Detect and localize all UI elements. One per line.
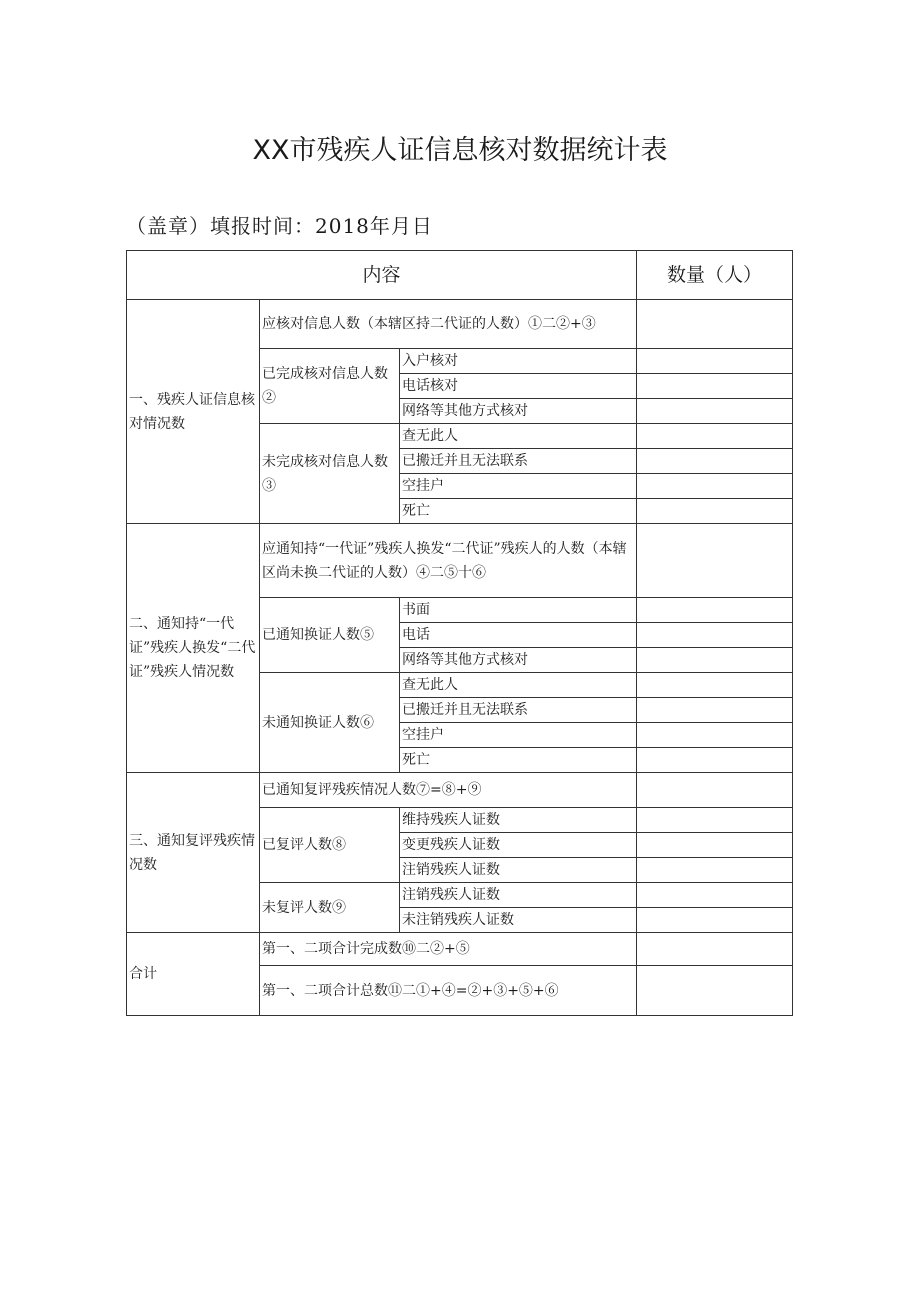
s2-undone-item: 已搬迁并且无法联系	[400, 698, 637, 723]
s2-undone-item: 死亡	[400, 748, 637, 773]
s2-undone-item-value[interactable]	[637, 673, 793, 698]
table-row	[127, 933, 793, 966]
s3-undone-label: 未复评人数⑨	[260, 883, 400, 933]
s2-done-item: 电话	[400, 623, 637, 648]
s3-undone-item: 注销残疾人证数	[400, 883, 637, 908]
total-row-1-value[interactable]	[637, 933, 793, 966]
s3-done-item-value[interactable]	[637, 858, 793, 883]
total-row-2-label: 第一、二项合计总数⑪二①+④=②+③+⑤+⑥	[260, 966, 637, 1016]
s2-done-item: 网络等其他方式核对	[400, 648, 637, 673]
s3-undone-item-value[interactable]	[637, 908, 793, 933]
s2-undone-item: 查无此人	[400, 673, 637, 698]
fill-in-date-line: （盖章）填报时间：2018年月日	[126, 214, 433, 238]
s1-done-item: 入户核对	[400, 349, 637, 374]
section-3-label: 三、通知复评残疾情况数	[127, 773, 260, 933]
section-2-label: 二、通知持“一代证”残疾人换发“二代证”残疾人情况数	[127, 524, 260, 773]
s1-undone-item: 已搬迁并且无法联系	[400, 449, 637, 474]
s1-total-label: 应核对信息人数（本辖区持二代证的人数）①二②+③	[260, 300, 637, 349]
s3-total-label: 已通知复评残疾情况人数⑦=⑧+⑨	[260, 773, 637, 808]
s1-total-value[interactable]	[637, 300, 793, 349]
s1-done-item-value[interactable]	[637, 399, 793, 424]
s2-undone-item-value[interactable]	[637, 748, 793, 773]
s1-done-label: 已完成核对信息人数②	[260, 349, 400, 424]
table-row	[127, 300, 793, 349]
s3-done-label: 已复评人数⑧	[260, 808, 400, 883]
s3-done-item: 注销残疾人证数	[400, 858, 637, 883]
s2-undone-label: 未通知换证人数⑥	[260, 673, 400, 773]
s3-done-item: 变更残疾人证数	[400, 833, 637, 858]
s2-total-value[interactable]	[637, 524, 793, 598]
s1-undone-item: 查无此人	[400, 424, 637, 449]
s2-total-label: 应通知持“一代证”残疾人换发“二代证”残疾人的人数（本辖区尚未换二代证的人数）④二⑤十⑥	[260, 524, 637, 598]
s2-done-item-value[interactable]	[637, 623, 793, 648]
section-1-label: 一、残疾人证信息核对情况数	[127, 300, 260, 524]
s2-undone-item-value[interactable]	[637, 698, 793, 723]
statistics-table	[126, 250, 793, 1016]
s1-undone-item-value[interactable]	[637, 424, 793, 449]
s1-done-item: 电话核对	[400, 374, 637, 399]
s1-undone-item-value[interactable]	[637, 499, 793, 524]
s1-done-item-value[interactable]	[637, 374, 793, 399]
s2-done-label: 已通知换证人数⑤	[260, 598, 400, 673]
s3-undone-item: 未注销残疾人证数	[400, 908, 637, 933]
document-title: XX市残疾人证信息核对数据统计表	[252, 135, 668, 166]
s3-done-item-value[interactable]	[637, 833, 793, 858]
total-row-1-label: 第一、二项合计完成数⑩二②+⑤	[260, 933, 637, 966]
s2-done-item: 书面	[400, 598, 637, 623]
s3-total-value[interactable]	[637, 773, 793, 808]
s1-undone-item: 死亡	[400, 499, 637, 524]
s2-done-item-value[interactable]	[637, 648, 793, 673]
s1-undone-item-value[interactable]	[637, 449, 793, 474]
table-header-row	[127, 251, 793, 300]
s3-done-item-value[interactable]	[637, 808, 793, 833]
header-quantity: 数量（人）	[637, 251, 793, 300]
s2-undone-item-value[interactable]	[637, 723, 793, 748]
s1-undone-item: 空挂户	[400, 474, 637, 499]
total-row-2-value[interactable]	[637, 966, 793, 1016]
s1-undone-label: 未完成核对信息人数③	[260, 424, 400, 524]
table-row	[127, 773, 793, 808]
s3-undone-item-value[interactable]	[637, 883, 793, 908]
s1-done-item: 网络等其他方式核对	[400, 399, 637, 424]
s3-done-item: 维持残疾人证数	[400, 808, 637, 833]
s2-done-item-value[interactable]	[637, 598, 793, 623]
s1-undone-item-value[interactable]	[637, 474, 793, 499]
s2-undone-item: 空挂户	[400, 723, 637, 748]
header-content: 内容	[127, 251, 637, 300]
total-label: 合计	[127, 933, 260, 1016]
s1-done-item-value[interactable]	[637, 349, 793, 374]
table-row	[127, 524, 793, 598]
